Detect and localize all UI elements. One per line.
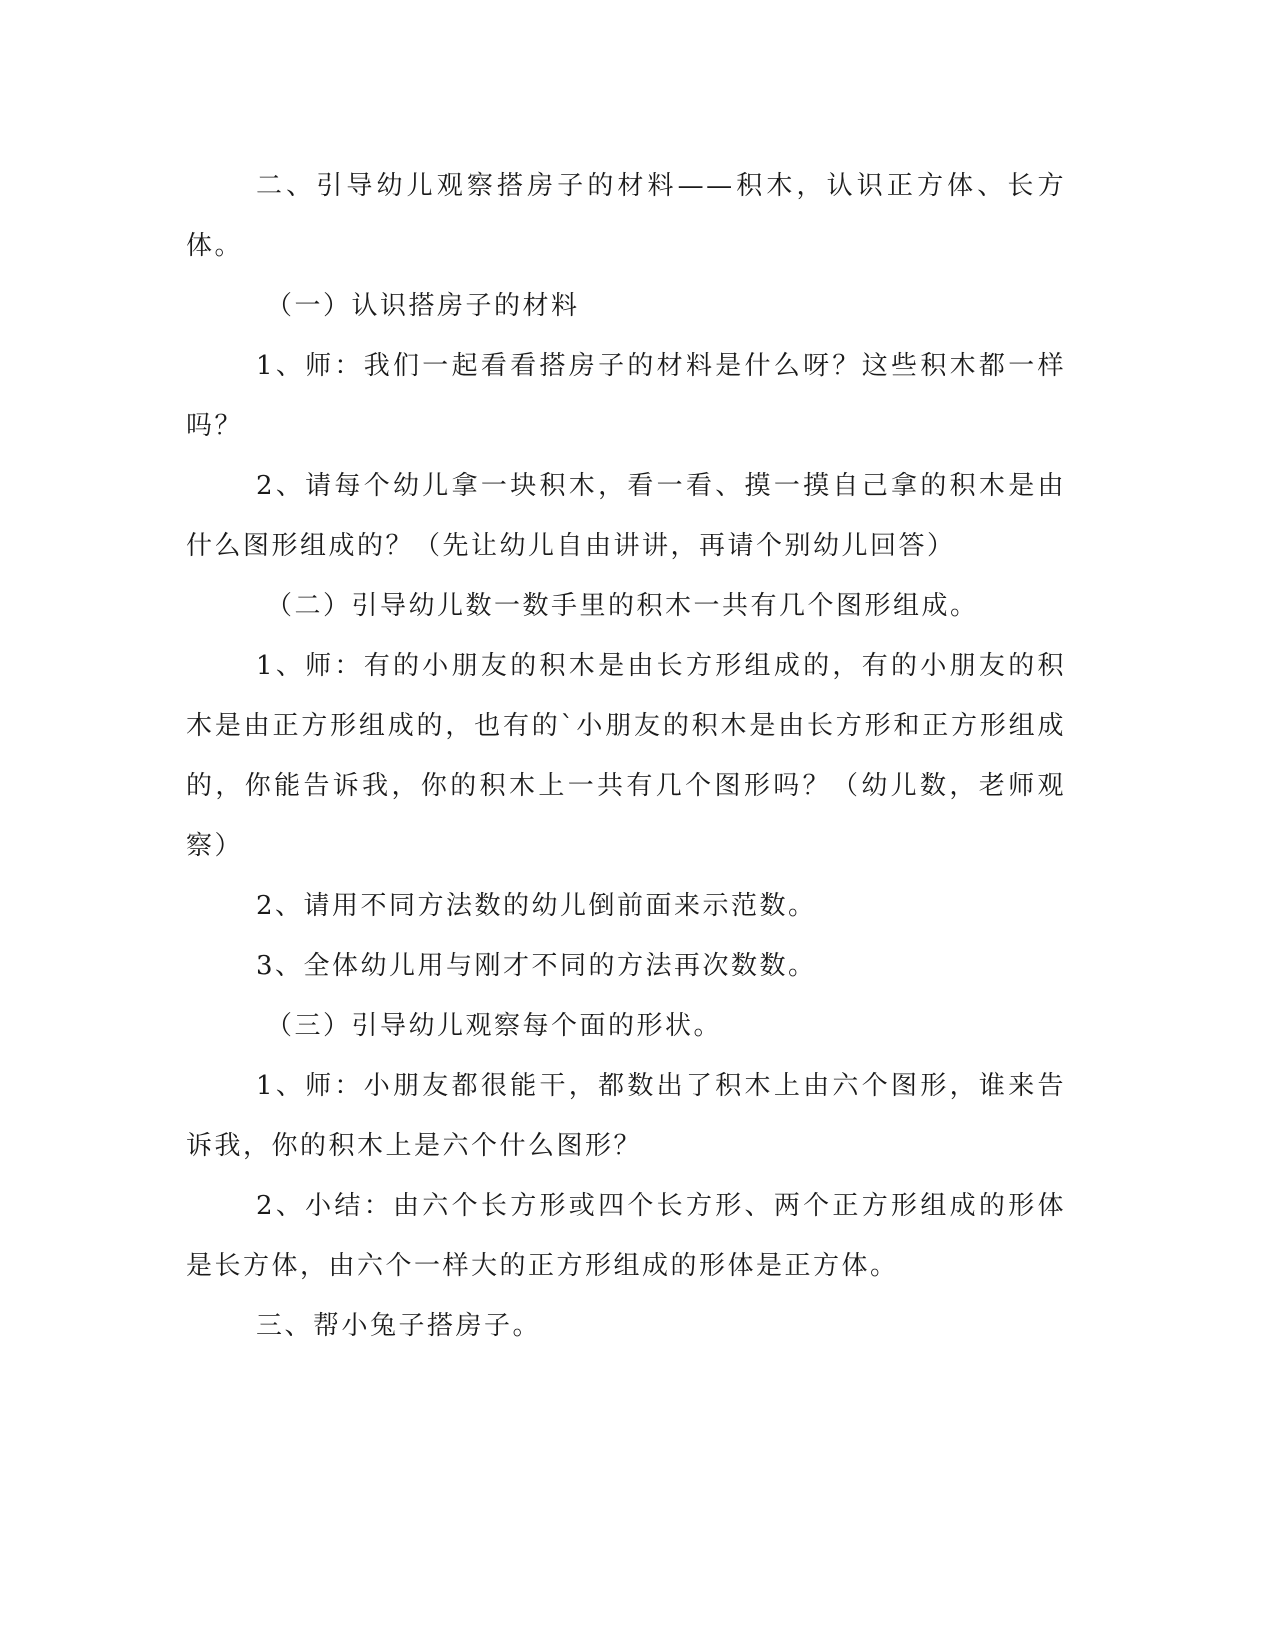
paragraph-item-2-2: 2、请用不同方法数的幼儿倒前面来示范数。 xyxy=(256,891,817,921)
paragraph-item-1-1: 1、师：我们一起看看搭房子的材料是什么呀？这些积木都一样吗？ xyxy=(186,351,1066,441)
paragraph-subsection-1-heading: （一）认识搭房子的材料 xyxy=(266,291,580,321)
paragraph-item-3-2: 2、小结：由六个长方形或四个长方形、两个正方形组成的形体是长方体，由六个一样大的正方形组成的形体是正方体。 xyxy=(186,1191,1066,1281)
paragraph-section-2-heading: 二、引导幼儿观察搭房子的材料——积木，认识正方体、长方体。 xyxy=(186,171,1066,261)
document-body xyxy=(186,156,1066,1356)
paragraph-item-1-2: 2、请每个幼儿拿一块积木，看一看、摸一摸自己拿的积木是由什么图形组成的？（先让幼儿自由讲讲，再请个别幼儿回答） xyxy=(186,471,1066,561)
paragraph-section-3-heading: 三、帮小兔子搭房子。 xyxy=(256,1311,542,1341)
paragraph-subsection-2-heading: （二）引导幼儿数一数手里的积木一共有几个图形组成。 xyxy=(266,591,979,621)
paragraph-item-3-1: 1、师：小朋友都很能干，都数出了积木上由六个图形，谁来告诉我，你的积木上是六个什么图形？ xyxy=(186,1071,1066,1161)
paragraph-item-2-3: 3、全体幼儿用与刚才不同的方法再次数数。 xyxy=(256,951,817,981)
paragraph-subsection-3-heading: （三）引导幼儿观察每个面的形状。 xyxy=(266,1011,723,1041)
paragraph-item-2-1: 1、师：有的小朋友的积木是由长方形组成的，有的小朋友的积木是由正方形组成的，也有的`小朋友的积木是由长方形和正方形组成的，你能告诉我，你的积木上一共有几个图形吗？（幼儿数，老师观察） xyxy=(186,651,1066,861)
